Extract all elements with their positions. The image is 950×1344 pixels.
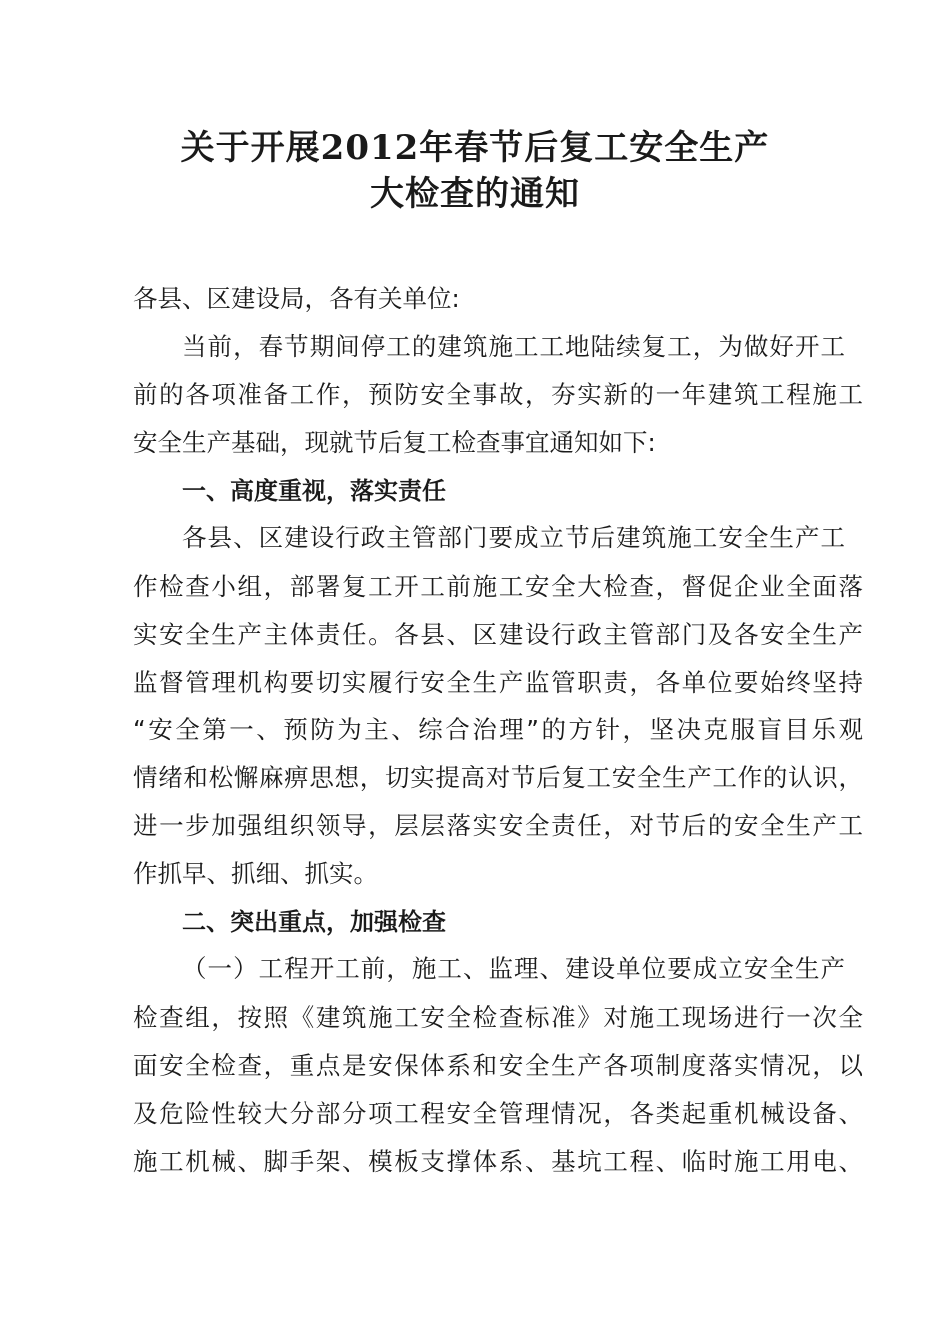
section-1-heading: 一、高度重视，落实责任: [182, 477, 446, 505]
section-2-line: 及危险性较大分部分项工程安全管理情况，各类起重机械设备、: [133, 1099, 863, 1128]
salutation: 各县、区建设局，各有关单位:: [133, 284, 460, 313]
section-2-line: 施工机械、脚手架、模板支撑体系、基坑工程、临时施工用电、: [133, 1147, 863, 1176]
section-2-line: 检查组，按照《建筑施工安全检查标准》对施工现场进行一次全: [133, 1003, 863, 1032]
section-1-line: 监督管理机构要切实履行安全生产监管职责，各单位要始终坚持: [133, 668, 863, 697]
section-1-line: 作检查小组，部署复工开工前施工安全大检查，督促企业全面落: [133, 572, 863, 601]
section-2-line: （一）工程开工前，施工、监理、建设单位要成立安全生产: [182, 954, 845, 983]
document-title-line-1: 关于开展2012年春节后复工安全生产: [180, 128, 770, 168]
section-1-line: 进一步加强组织领导，层层落实安全责任，对节后的安全生产工: [133, 811, 863, 840]
section-2-line: 面安全检查，重点是安保体系和安全生产各项制度落实情况，以: [133, 1051, 863, 1080]
section-1-line: 实安全生产主体责任。各县、区建设行政主管部门及各安全生产: [133, 620, 863, 649]
section-2-heading: 二、突出重点，加强检查: [182, 908, 446, 936]
section-1-line: “安全第一、预防为主、综合治理”的方针，坚决克服盲目乐观: [133, 715, 863, 744]
intro-line: 当前，春节期间停工的建筑施工工地陆续复工，为做好开工: [182, 332, 845, 361]
document-title-line-2: 大检查的通知: [370, 174, 580, 214]
intro-line: 前的各项准备工作，预防安全事故，夯实新的一年建筑工程施工: [133, 380, 863, 409]
section-1-line: 情绪和松懈麻痹思想，切实提高对节后复工安全生产工作的认识，: [133, 763, 863, 792]
section-1-line: 各县、区建设行政主管部门要成立节后建筑施工安全生产工: [182, 523, 845, 552]
intro-line: 安全生产基础，现就节后复工检查事宜通知如下:: [133, 428, 656, 457]
section-1-line: 作抓早、抓细、抓实。: [133, 859, 378, 888]
